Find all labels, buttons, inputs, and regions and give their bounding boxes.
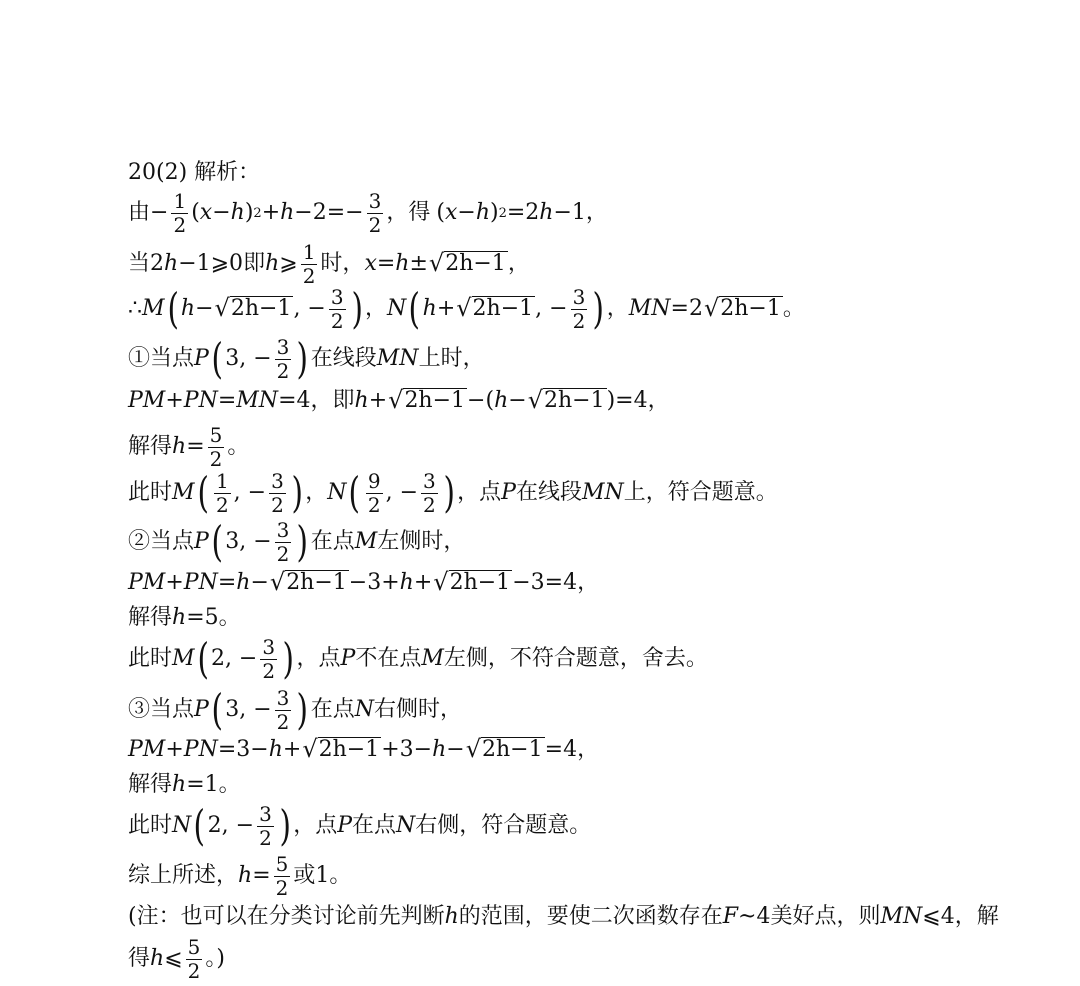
equation-line-1: 由 − $\frac{1}{2}$ ( x − h ) 2 + h − 2 =− $\frac{3}{2}$ ，得 ( x − h ) 2 = 2 h − 1 ，: [128, 188, 608, 237]
solution-header: 20(2) 解析：: [128, 160, 261, 185]
equation-line-3: ∴ M ( h − √ 2h−1 , − $\frac{3}{2}$ ) ， N ( h + √ 2h−1 , − $\frac{3}{2}$ ) ， MN = 2 √ 2h−1 。: [128, 284, 805, 333]
summary-line: 综上所述， h = $\frac{5}{2}$ 或 1 。: [128, 851, 352, 900]
case-1-equation: PM + PN = MN = 4 ， 即 h + √ 2h−1 −( h − √ 2h−1 )= 4 ，: [128, 386, 670, 415]
case-2-condition: ②当点 P ( 3 , − $\frac{3}{2}$ ) 在点 M 左侧时，: [128, 517, 466, 566]
note-line-2: 得 h ⩽ $\frac{5}{2}$ 。): [128, 934, 225, 983]
case-3-solution: 解得 h = 1 。: [128, 772, 241, 797]
equation-line-2: 当 2 h − 1 ⩾0 即 h ⩾ $\frac{1}{2}$ 时， x = h ± √ 2h−1 ，: [128, 239, 530, 288]
case-1-solution: 解得 h = $\frac{5}{2}$ 。: [128, 422, 250, 471]
case-2-check: 此时 M ( 2 , − $\frac{3}{2}$ ) ，点 P 不在点 M 左侧，不符合题意，舍去。: [128, 634, 708, 683]
sqrt: √ 2h−1: [428, 249, 506, 278]
case-3-check: 此时 N ( 2 , − $\frac{3}{2}$ ) ，点 P 在点 N 右侧，符合题意。: [128, 801, 592, 850]
fraction: $\frac{1}{2}$: [173, 188, 187, 237]
case-2-solution: 解得 h = 5 。: [128, 605, 241, 630]
note-line-1: (注：也可以在分类讨论前先判断 h 的范围，要使二次函数存在 F ~ 4 美好点，则 MN ⩽ 4 ，解: [128, 904, 999, 929]
case-1-check: 此时 M ( $\frac{1}{2}$ , − $\frac{3}{2}$ ) ， N ( $\frac{9}{2}$ , − $\frac{3}{2}$ ) ，点 P 在线段 MN 上，符合题意。: [128, 468, 778, 517]
case-3-equation: PM + PN = 3 − h + √ 2h−1 + 3 − h − √ 2h−1 = 4 ，: [128, 735, 600, 764]
case-2-equation: PM + PN = h − √ 2h−1 − 3 + h + √ 2h−1 − 3 = 4 ，: [128, 568, 600, 597]
case-3-condition: ③当点 P ( 3 , − $\frac{3}{2}$ ) 在点 N 右侧时，: [128, 685, 463, 734]
case-1-condition: ①当点 P ( 3 , − $\frac{3}{2}$ ) 在线段 MN 上时，: [128, 334, 485, 383]
